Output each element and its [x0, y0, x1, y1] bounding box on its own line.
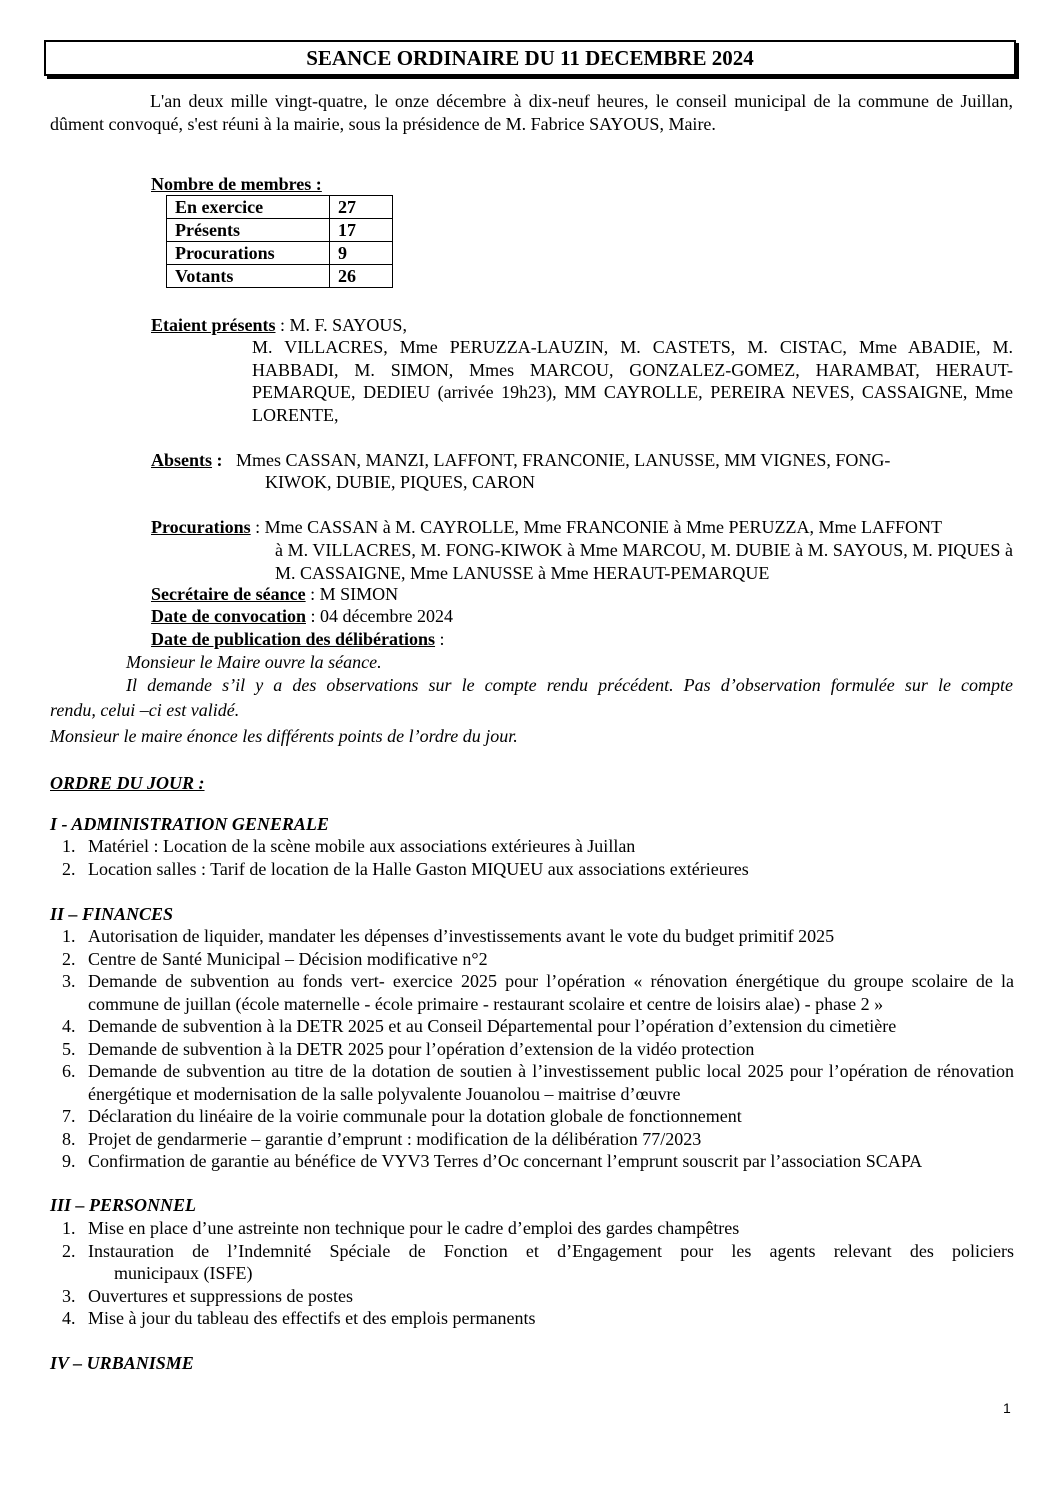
item-number: 1. [62, 836, 76, 856]
opening-line-4: Monsieur le maire énonce les différents points de l’ordre du jour. [50, 726, 518, 746]
item-number: 4. [62, 1308, 76, 1328]
item-number: 5. [62, 1038, 76, 1059]
list-item [62, 835, 1014, 858]
item-text: Mise à jour du tableau des effectifs et des emplois permanents [88, 1308, 536, 1328]
section-1-list [62, 835, 1014, 880]
opening-line-2: Il demande s’il y a des observations sur le compte rendu précédent. Pas d’observation formulée sur le compte [126, 675, 1013, 695]
item-number: 6. [62, 1061, 76, 1081]
item-text: Mise en place d’une astreinte non technique pour le cadre d’emploi des gardes champêtres [88, 1218, 740, 1238]
members-row-value: 26 [330, 265, 393, 288]
convocation-label: Date de convocation [151, 606, 306, 626]
members-row-label: Procurations [167, 242, 330, 265]
section-heading: II – FINANCES [50, 904, 174, 924]
table-row [167, 219, 393, 242]
convocation-line [151, 605, 1013, 628]
members-row-value: 17 [330, 219, 393, 242]
item-text: Centre de Santé Municipal – Décision modificative n°2 [88, 948, 488, 969]
item-text: Demande de subvention à la DETR 2025 pour l’opération d’extension de la vidéo protection [88, 1038, 755, 1059]
intro-paragraph [50, 90, 1013, 135]
item-number: 7. [62, 1106, 76, 1126]
item-number: 1. [62, 926, 76, 946]
members-row-label: En exercice [167, 196, 330, 219]
members-row-value: 27 [330, 196, 393, 219]
item-number: 8. [62, 1128, 76, 1149]
procurations-rest: à M. VILLACRES, M. FONG-KIWOK à Mme MARCOU, M. DUBIE à M. SAYOUS, M. PIQUES à M. CASSAIGNE, Mme LANUSSE à Mme HERAUT-PEMARQUE [275, 540, 1013, 583]
list-item [62, 925, 1014, 948]
list-item [62, 1262, 1014, 1285]
section-heading: III – PERSONNEL [50, 1195, 197, 1215]
presents-line [151, 314, 1013, 337]
item-text: Demande de subvention au titre de la dotation de soutien à l’investissement public local 2025 pour l’opération de rénovation énergétique et modernisation de la salle polyvalente Jouanolou – maitrise d’œuvre [88, 1061, 1014, 1104]
presents-first: : M. F. SAYOUS, [275, 315, 407, 335]
absents-rest: KIWOK, DUBIE, PIQUES, CARON [265, 472, 535, 492]
opening-line-3: rendu, celui –ci est validé. [50, 700, 240, 720]
item-text: Location salles : Tarif de location de la Halle Gaston MIQUEU aux associations extérieures [88, 858, 749, 879]
convocation-value: : 04 décembre 2024 [305, 606, 453, 626]
members-row-label: Présents [167, 219, 330, 242]
table-row [167, 196, 393, 219]
list-item [62, 970, 1014, 1015]
section-heading: IV – URBANISME [50, 1353, 194, 1373]
members-row-label: Votants [167, 265, 330, 288]
absents-sep: : [212, 450, 223, 470]
section-heading: I - ADMINISTRATION GENERALE [50, 814, 329, 834]
absents-first: Mmes CASSAN, MANZI, LAFFONT, FRANCONIE, LANUSSE, MM VIGNES, FONG- [236, 450, 891, 470]
list-item [62, 1240, 1014, 1263]
presents-list: M. VILLACRES, Mme PERUZZA-LAUZIN, M. CASTETS, M. CISTAC, Mme ABADIE, M. HABBADI, M. SIMON, Mmes MARCOU, GONZALEZ-GOMEZ, HARAMBAT, HERAUT-PEMARQUE, DEDIEU (arrivée 19h23), MM CAYROLLE, PEREIRA NEVES, CASSAIGNE, Mme LORENTE, [252, 337, 1013, 425]
list-item [62, 1307, 1014, 1330]
secretaire-line [151, 583, 1013, 606]
item-text: Demande de subvention à la DETR 2025 et au Conseil Départemental pour l’opération d’extension du cimetière [88, 1016, 897, 1036]
list-item [62, 1150, 1014, 1173]
item-number: 9. [62, 1151, 76, 1171]
table-row [167, 242, 393, 265]
list-item [62, 948, 1014, 971]
secretaire-value: : M SIMON [305, 584, 399, 604]
publication-line [151, 628, 1013, 651]
list-item [62, 1038, 1014, 1061]
item-number: 3. [62, 1285, 76, 1306]
list-item [62, 858, 1014, 881]
item-text-continued: municipaux (ISFE) [114, 1263, 253, 1283]
page-title: SEANCE ORDINAIRE DU 11 DECEMBRE 2024 [44, 40, 1016, 76]
members-label: Nombre de membres : [151, 174, 322, 194]
absents-line [151, 449, 1013, 472]
absents-label: Absents [151, 450, 213, 470]
members-row-value: 9 [330, 242, 393, 265]
item-text: Demande de subvention au fonds vert- exercice 2025 pour l’opération « rénovation énergétique du groupe scolaire de la commune de juillan (école maternelle - école primaire - restaurant scolaire et centre de loisirs alae) - phase 2 » [88, 971, 1014, 1014]
section-2-list [62, 925, 1014, 1173]
item-text: Confirmation de garantie au bénéfice de VYV3 Terres d’Oc concernant l’emprunt souscrit par l’association SCAPA [88, 1151, 923, 1171]
item-number: 2. [62, 948, 76, 969]
procurations-line [151, 516, 1013, 539]
list-item [62, 1217, 1014, 1240]
page-number: 1 [1003, 1400, 1011, 1416]
table-row [167, 265, 393, 288]
item-number: 1. [62, 1218, 76, 1238]
secretaire-label: Secrétaire de séance [151, 584, 306, 604]
list-item [62, 1015, 1014, 1038]
item-text: Instauration de l’Indemnité Spéciale de Fonction et d’Engagement pour les agents relevant des policiers [88, 1240, 1014, 1261]
item-text: Ouvertures et suppressions de postes [88, 1285, 353, 1306]
item-number: 3. [62, 971, 76, 991]
item-text: Autorisation de liquider, mandater les dépenses d’investissements avant le vote du budget primitif 2025 [88, 926, 835, 946]
item-text: Projet de gendarmerie – garantie d’emprunt : modification de la délibération 77/2023 [88, 1128, 702, 1149]
ordre-du-jour-heading: ORDRE DU JOUR : [50, 773, 205, 793]
procurations-first: : Mme CASSAN à M. CAYROLLE, Mme FRANCONIE à Mme PERUZZA, Mme LAFFONT [250, 517, 943, 537]
item-number: 2. [62, 858, 76, 879]
procurations-label: Procurations [151, 517, 251, 537]
list-item [62, 1128, 1014, 1151]
list-item [62, 1285, 1014, 1308]
item-number: 4. [62, 1016, 76, 1036]
intro-text: L'an deux mille vingt-quatre, le onze décembre à dix-neuf heures, le conseil municipal de la commune de Juillan, dûment convoqué, s'est réuni à la mairie, sous la présidence de M. Fabrice SAYOUS, Maire. [50, 91, 1013, 134]
item-text: Matériel : Location de la scène mobile aux associations extérieures à Juillan [88, 836, 636, 856]
list-item [62, 1060, 1014, 1105]
publication-label: Date de publication des délibérations [151, 629, 436, 649]
item-number: 2. [62, 1240, 76, 1261]
opening-line-1: Monsieur le Maire ouvre la séance. [126, 652, 382, 672]
section-3-list [62, 1217, 1014, 1330]
list-item [62, 1105, 1014, 1128]
members-table [166, 195, 393, 288]
publication-value: : [435, 629, 445, 649]
presents-label: Etaient présents [151, 315, 276, 335]
item-text: Déclaration du linéaire de la voirie communale pour la dotation globale de fonctionnement [88, 1106, 742, 1126]
